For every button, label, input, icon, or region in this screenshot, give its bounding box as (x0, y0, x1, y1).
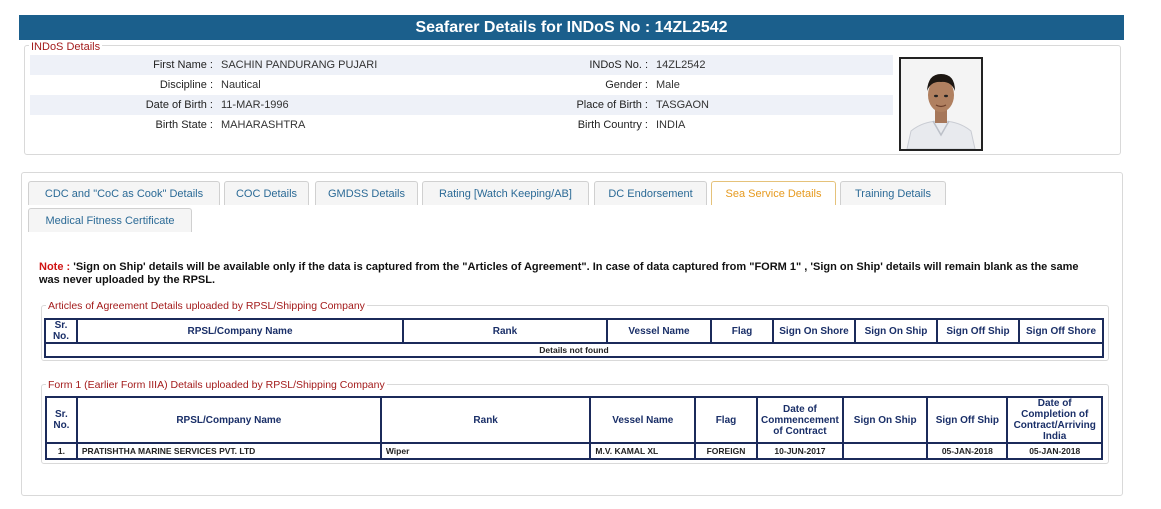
tab-dc-endorsement[interactable]: DC Endorsement (594, 181, 707, 205)
gender-label: Gender : (605, 79, 648, 91)
articles-section-legend: Articles of Agreement Details uploaded by RPSL/Shipping Company (48, 300, 365, 312)
indos-no-value: 14ZL2542 (656, 59, 706, 71)
row-sr-no: 1. (46, 443, 77, 459)
col-sr-no: Sr. No. (45, 319, 77, 343)
detail-row (30, 75, 893, 95)
dob-value: 11-MAR-1996 (221, 99, 289, 111)
articles-of-agreement-section (41, 300, 1109, 361)
discipline-label: Discipline : (159, 79, 213, 91)
col-company-name: RPSL/Company Name (77, 319, 403, 343)
col-sign-on-ship: Sign On Ship (843, 397, 927, 443)
birth-state-label: Birth State : (155, 119, 213, 131)
form1-section-legend: Form 1 (Earlier Form IIIA) Details uploaded by RPSL/Shipping Company (48, 379, 385, 391)
col-sign-on-ship: Sign On Ship (855, 319, 937, 343)
row-flag: FOREIGN (695, 443, 757, 459)
col-sign-off-ship: Sign Off Ship (927, 397, 1007, 443)
page-title: Seafarer Details for INDoS No : 14ZL2542 (19, 15, 1124, 40)
row-vessel-name: M.V. KAMAL XL (590, 443, 695, 459)
row-sign-on-ship (843, 443, 927, 459)
tab-medical-fitness-certificate[interactable]: Medical Fitness Certificate (28, 208, 192, 232)
birth-country-value: INDIA (656, 119, 686, 131)
indos-no-label: INDoS No. : (589, 59, 648, 71)
row-rank: Wiper (381, 443, 591, 459)
col-date-of-completion: Date of Completion of Contract/Arriving India (1007, 397, 1102, 443)
col-rank: Rank (403, 319, 607, 343)
note-label: Note : (39, 261, 71, 273)
col-vessel-name: Vessel Name (590, 397, 695, 443)
birth-country-label: Birth Country : (577, 119, 648, 131)
col-flag: Flag (711, 319, 773, 343)
sign-on-ship-note (39, 261, 1099, 287)
col-flag: Flag (695, 397, 757, 443)
first-name-label: First Name : (153, 59, 213, 71)
seafarer-tabs-panel (21, 172, 1123, 496)
table-header-row (46, 397, 1102, 443)
indos-details-panel (24, 41, 1121, 155)
gender-value: Male (656, 79, 680, 91)
tab-cdc-coc-cook[interactable]: CDC and "CoC as Cook" Details (28, 181, 220, 205)
place-of-birth-label: Place of Birth : (576, 99, 648, 111)
birth-state-value: MAHARASHTRA (221, 119, 306, 131)
form1-table (45, 396, 1103, 460)
col-vessel-name: Vessel Name (607, 319, 711, 343)
note-text: 'Sign on Ship' details will be available only if the data is captured from the "Articles of Agreement". In case of data captured from "FORM 1" , 'Sign on Ship' details will remain blank as the same was never uploaded by the RPSL. (39, 261, 1079, 286)
tab-training-details[interactable]: Training Details (840, 181, 946, 205)
place-of-birth-value: TASGAON (656, 99, 709, 111)
detail-row (30, 95, 893, 115)
tab-sea-service-details[interactable]: Sea Service Details (711, 181, 836, 205)
row-sign-off-ship: 05-JAN-2018 (927, 443, 1007, 459)
col-sr-no: Sr. No. (46, 397, 77, 443)
form1-section (41, 379, 1109, 464)
table-row (45, 343, 1103, 357)
row-company-name: PRATISHTHA MARINE SERVICES PVT. LTD (77, 443, 381, 459)
col-sign-off-shore: Sign Off Shore (1019, 319, 1103, 343)
first-name-value: SACHIN PANDURANG PUJARI (221, 59, 378, 71)
tab-gmdss-details[interactable]: GMDSS Details (315, 181, 418, 205)
col-company-name: RPSL/Company Name (77, 397, 381, 443)
detail-row (30, 55, 893, 75)
articles-table (44, 318, 1104, 358)
table-row (46, 443, 1102, 459)
person-photo-icon (901, 59, 981, 149)
detail-row (30, 115, 893, 135)
col-sign-off-ship: Sign Off Ship (937, 319, 1019, 343)
indos-details-legend: INDoS Details (31, 41, 101, 53)
table-header-row (45, 319, 1103, 343)
discipline-value: Nautical (221, 79, 261, 91)
col-rank: Rank (381, 397, 591, 443)
row-date-of-completion: 05-JAN-2018 (1007, 443, 1102, 459)
col-date-of-commencement: Date of Commencement of Contract (757, 397, 843, 443)
seafarer-photo (899, 57, 983, 151)
row-date-of-commencement: 10-JUN-2017 (757, 443, 843, 459)
details-not-found-message: Details not found (45, 343, 1103, 357)
dob-label: Date of Birth : (145, 99, 213, 111)
tab-coc-details[interactable]: COC Details (224, 181, 309, 205)
tab-rating-watch-keeping[interactable]: Rating [Watch Keeping/AB] (422, 181, 589, 205)
col-sign-on-shore: Sign On Shore (773, 319, 855, 343)
